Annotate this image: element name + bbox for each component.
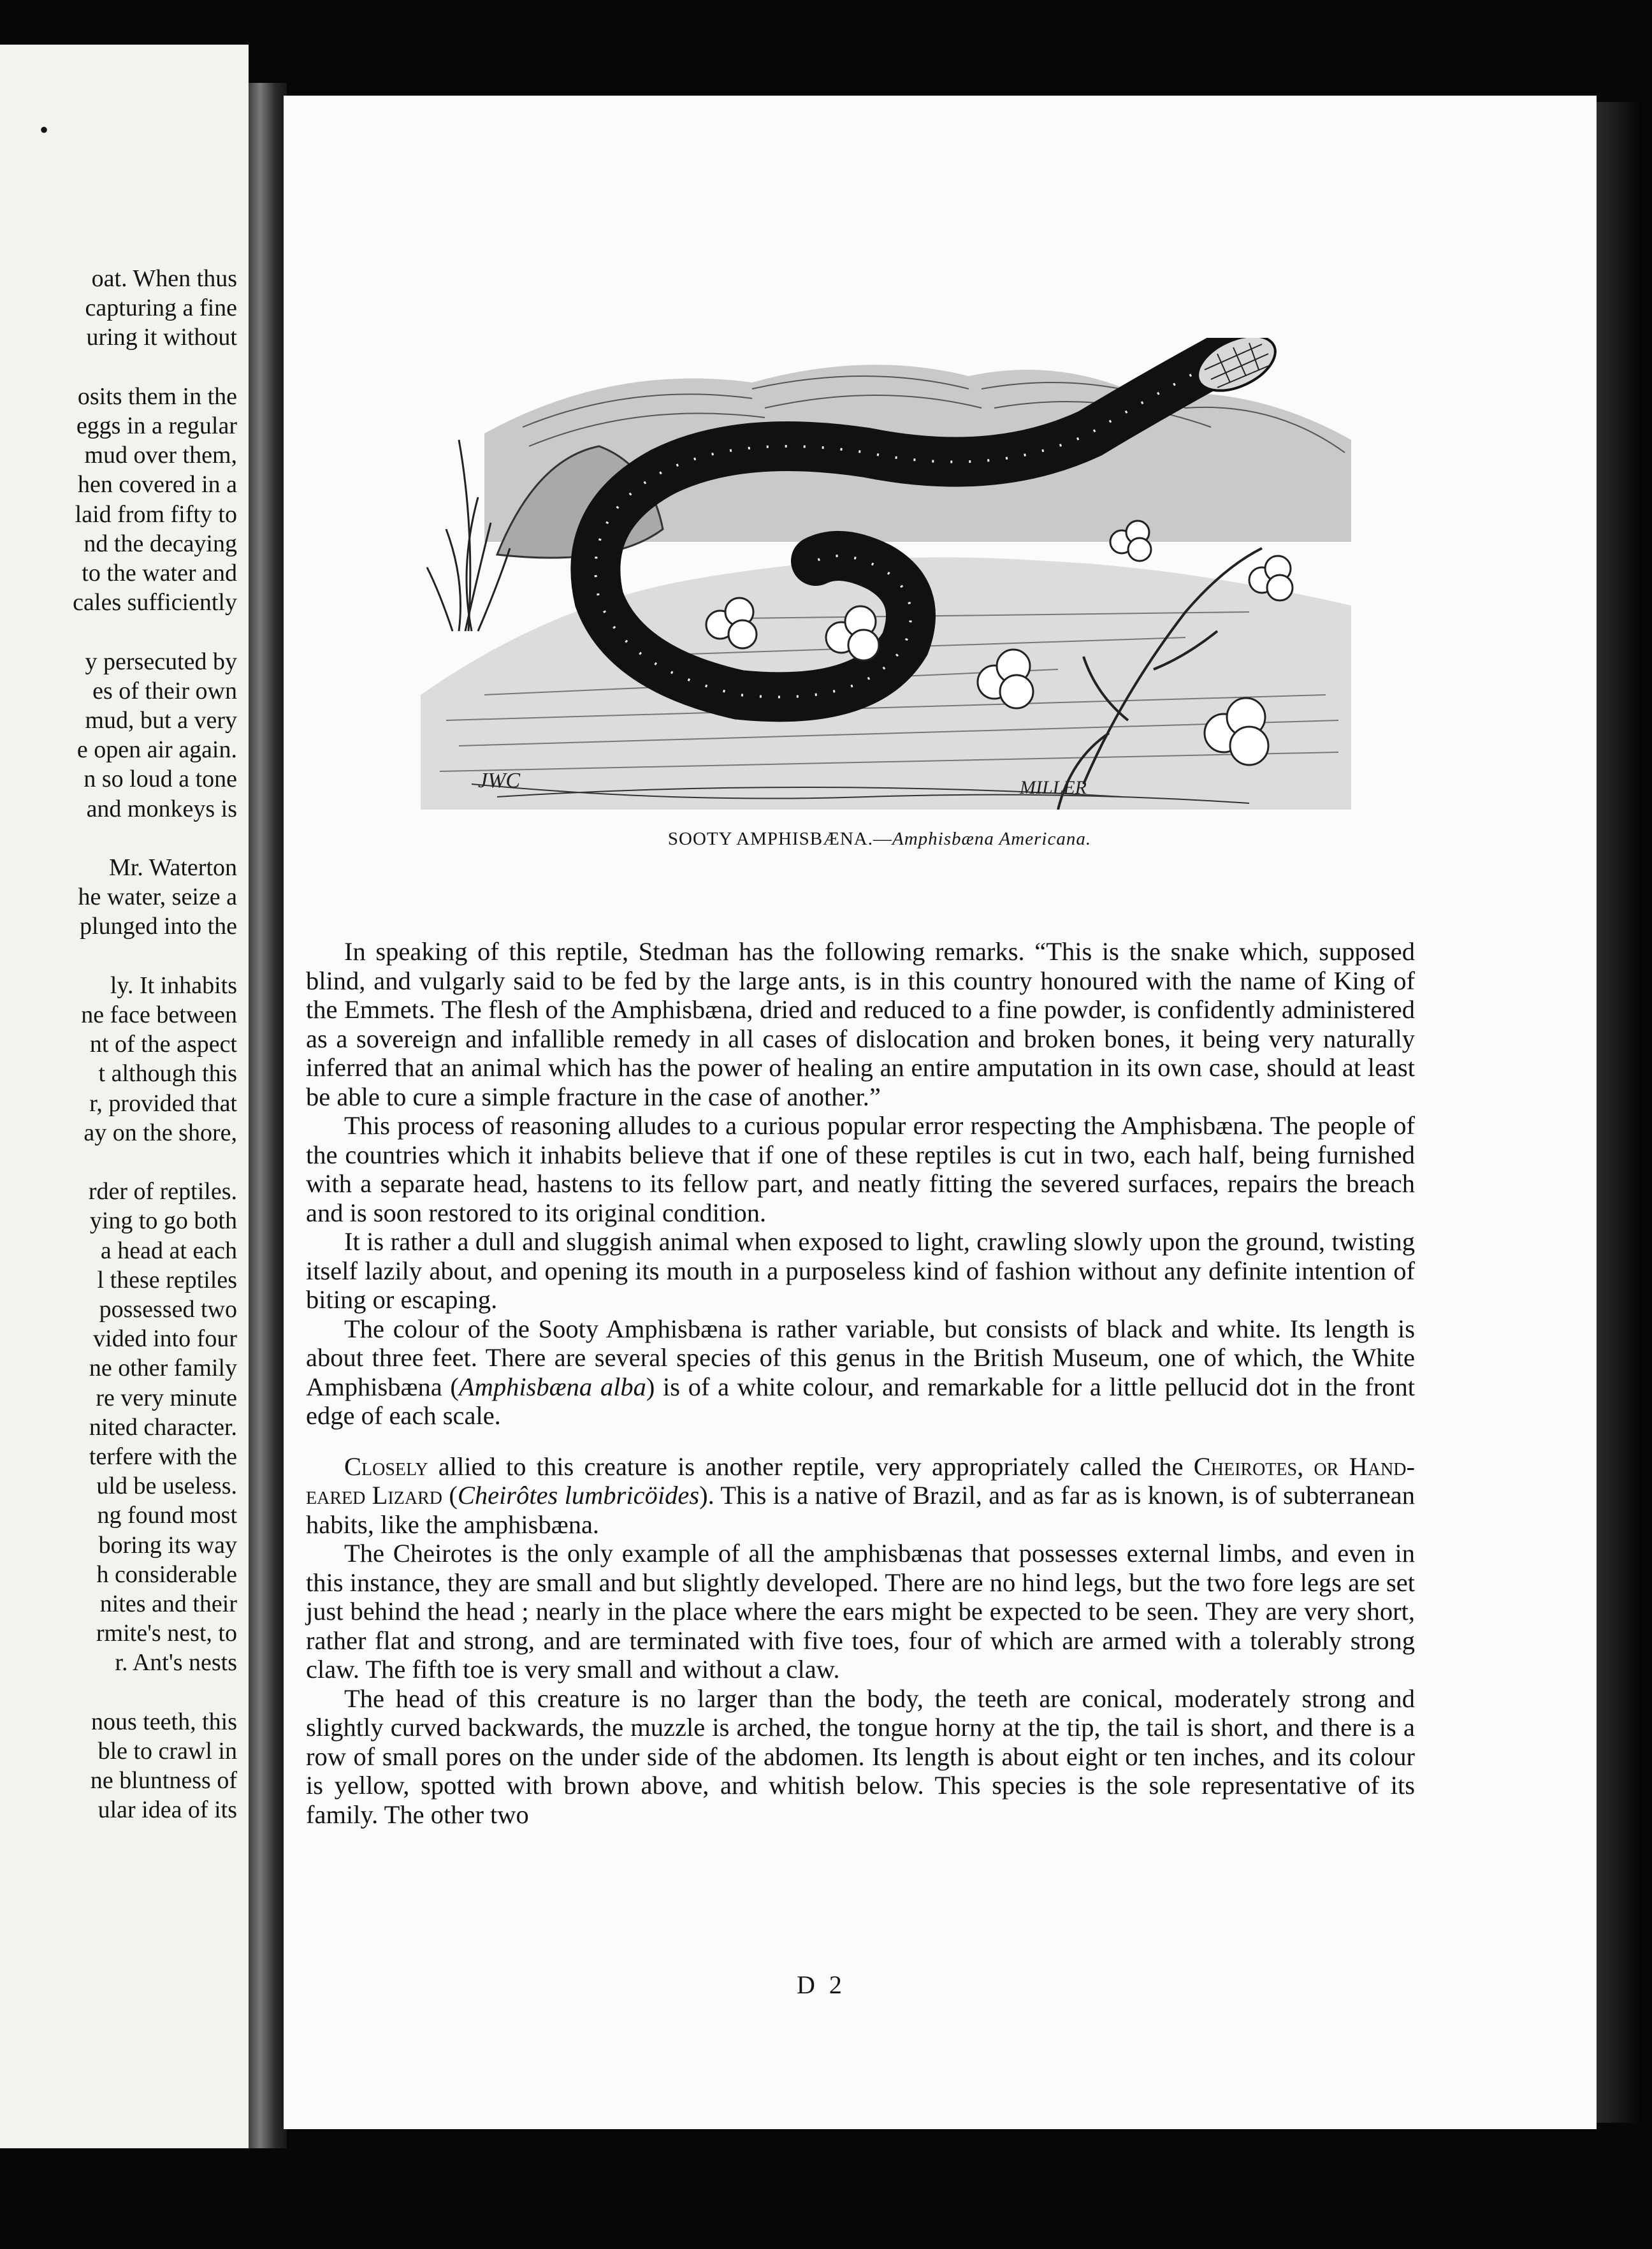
facing-page-line: mud over them, [84, 442, 237, 469]
engraver-signature-left: JWC [478, 769, 521, 792]
cheirotes-scientific-name: Cheirôtes lumbricöides [457, 1481, 700, 1510]
facing-page-line: rmite's nest, to [96, 1620, 237, 1647]
facing-page-line: rder of reptiles. [88, 1178, 237, 1205]
facing-page-line: ly. It inhabits [110, 972, 237, 999]
facing-page-line: terfere with the [89, 1443, 237, 1470]
paragraph-cheirotes-text-a: allied to this creature is another reptile, very appropriately called the [428, 1452, 1194, 1481]
caption-common-name: SOOTY AMPHISBÆNA.— [667, 829, 893, 849]
facing-page-line: ng found most [97, 1502, 237, 1529]
facing-page-line: eggs in a regular [76, 412, 237, 439]
facing-page-line: mud, but a very [85, 707, 237, 734]
facing-page-line: capturing a fine [85, 295, 237, 322]
facing-page-line: ne other family [89, 1355, 237, 1382]
paragraph-colour [306, 1314, 1415, 1430]
amphisbaena-engraving [421, 338, 1351, 810]
facing-page-line: ne bluntness of [90, 1767, 237, 1794]
page-number: D 2 [797, 1970, 846, 1999]
paragraph-cheirotes-text-c: ). This is a native of Brazil, and as far as is known, is of subterranean habits, like the amphisbæna. [306, 1481, 1415, 1539]
facing-page-line: nited character. [89, 1413, 237, 1441]
paragraph-colour-text-a: The colour of the Sooty Amphisbæna is rather variable, but consists of black and white. Its length is about three feet. There are several species of this genus in the British Museum, one of which, the White Amphisbæna ( [306, 1314, 1415, 1401]
facing-page-line: es of their own [92, 677, 237, 704]
facing-page-line: ay on the shore, [83, 1119, 237, 1146]
facing-page-line: osits them in the [77, 382, 237, 410]
section-lead-word: Closely [344, 1452, 428, 1481]
facing-page-line: he water, seize a [78, 884, 237, 911]
paragraph-cheirotes-text-b: ( [442, 1481, 458, 1510]
paragraph-sluggish-animal: It is rather a dull and sluggish animal when exposed to light, crawling slowly upon the ground, twisting itself lazily about, and opening its mouth in a purposeless kind of fashion without any definite intention of biting or escaping. [306, 1227, 1415, 1314]
facing-page-line: l these reptiles [97, 1266, 237, 1293]
facing-page-line: ular idea of its [98, 1796, 237, 1824]
facing-page-line: possessed two [99, 1296, 237, 1323]
engraver-signature-right: MILLER [1020, 777, 1087, 798]
facing-page-line: y persecuted by [85, 648, 237, 675]
facing-page-line: nous teeth, this [91, 1708, 237, 1735]
article-body [306, 937, 1415, 1829]
facing-page-line: oat. When thus [91, 265, 237, 292]
facing-page-line: re very minute [96, 1384, 237, 1411]
facing-page-line: and monkeys is [86, 795, 237, 822]
figure-caption [637, 829, 1122, 850]
book-gutter [249, 83, 287, 2148]
facing-page-line: t although this [98, 1060, 237, 1088]
facing-page-line: e open air again. [76, 736, 237, 764]
paragraph-stedman-quote: In speaking of this reptile, Stedman has the following remarks. “This is the snake which, supposed blind, and vulgarly said to be fed by the large ants, is in this country honoured with the name of King of the Emmets. The flesh of the Amphisbæna, dried and reduced to a fine powder, is confidently administered as a sovereign and infallible remedy in all cases of dislocation and broken bones, it being very naturally inferred that an animal which has the power of healing an entire amputation in its own case, should at least be able to cure a simple fracture in the case of another.” [306, 937, 1415, 1111]
facing-page-line: nd the decaying [83, 530, 237, 557]
cheirotes-common-name: Cheirotes, or Hand-eared Lizard [306, 1452, 1415, 1510]
paragraph-colour-text-b: ) is of a white colour, and remarkable for a little pellucid dot in the front edge of each scale. [306, 1372, 1416, 1430]
page-mark: • [40, 115, 49, 144]
facing-page-line: boring its way [98, 1531, 237, 1559]
facing-page-line: plunged into the [80, 913, 237, 940]
facing-page-line: ying to go both [89, 1207, 237, 1235]
facing-page-line: hen covered in a [77, 471, 237, 499]
facing-page-left [0, 45, 249, 2148]
facing-page-line: laid from fifty to [75, 500, 237, 528]
facing-page-line: vided into four [93, 1325, 237, 1353]
paragraph-external-limbs: The Cheirotes is the only example of all the amphisbænas that possesses external limbs, and even in this instance, they are small and but slightly developed. There are no hind legs, but the two fore legs are set just behind the head ; nearly in the place where the ears might be expected to be seen. They are very short, rather flat and strong, and are terminated with five toes, four of which are armed with a tolerably strong claw. The fifth toe is very small and without a claw. [306, 1539, 1415, 1684]
species-name-alba: Amphisbæna alba [458, 1372, 646, 1401]
facing-page-line: n so loud a tone [83, 766, 237, 793]
facing-page-line: cales sufficiently [73, 589, 237, 616]
paragraph-cheirotes-intro [306, 1452, 1415, 1539]
paragraph-head-description: The head of this creature is no larger than the body, the teeth are conical, moderately strong and slightly curved backwards, the muzzle is arched, the tongue horny at the tip, the tail is short, and there is a row of small pores on the under side of the abdomen. Its length is about eight or ten inches, and its colour is yellow, spotted with brown above, and whitish below. This species is the sole representative of its family. The other two [306, 1684, 1415, 1829]
facing-page-line: r. Ant's nests [115, 1649, 237, 1677]
caption-scientific-name: Amphisbæna Americana. [892, 829, 1092, 849]
facing-page-line: a head at each [100, 1237, 237, 1264]
page-edge-shadow [1597, 102, 1641, 2123]
facing-page-line: r, provided that [89, 1089, 237, 1117]
facing-page-line: uld be useless. [96, 1473, 237, 1500]
facing-page-line: nites and their [99, 1590, 237, 1617]
facing-page-line: ne face between [81, 1001, 237, 1028]
facing-page-line: h considerable [96, 1561, 237, 1588]
facing-page-line: ble to crawl in [98, 1738, 237, 1765]
facing-page-line: to the water and [82, 560, 237, 586]
paragraph-popular-error: This process of reasoning alludes to a curious popular error respecting the Amphisbæna. The people of the countries which it inhabits believe that if one of these reptiles is cut in two, each half, being furnished with a separate head, hastens to its fellow part, and neatly fitting the severed surfaces, repairs the breach and is soon restored to its original condition. [306, 1111, 1415, 1227]
facing-page-line: uring it without [86, 324, 237, 351]
facing-page-line: nt of the aspect [89, 1031, 237, 1058]
facing-page-line: Mr. Waterton [109, 854, 237, 881]
